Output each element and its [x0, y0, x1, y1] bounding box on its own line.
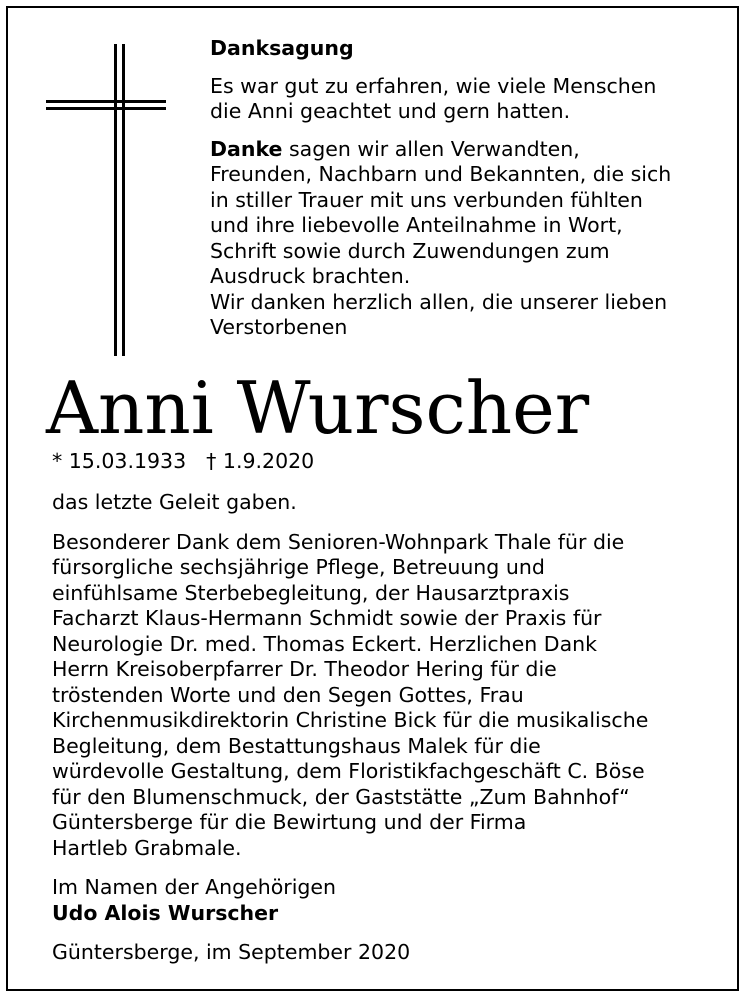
special-thanks-line: Herrn Kreisoberpfarrer Dr. Theodor Hering für die: [52, 657, 557, 681]
escort-line: das letzte Geleit gaben.: [52, 490, 297, 514]
thanks-line: Freunden, Nachbarn und Bekannten, die sich: [210, 162, 672, 186]
heading: Danksagung: [210, 36, 354, 60]
special-thanks-line: fürsorgliche sechsjährige Pflege, Betreuung und: [52, 555, 545, 579]
signature-block: [52, 875, 742, 926]
birth-date: * 15.03.1933: [52, 449, 187, 473]
thanks-line: Danke sagen wir allen Verwandten,: [210, 136, 580, 161]
intro-line: die Anni geachtet und gern hatten.: [210, 99, 571, 123]
obituary-frame: [6, 6, 739, 991]
life-dates: [52, 449, 314, 474]
special-thanks-line: Besonderer Dank dem Senioren-Wohnpark Thale für die: [52, 529, 625, 554]
thanks-bold: Danke: [210, 136, 283, 161]
special-thanks-line: würdevolle Gestaltung, dem Floristikfachgeschäft C. Böse: [52, 759, 645, 783]
thanks-line: in stiller Trauer mit uns verbunden fühlten: [210, 187, 643, 212]
thanks-line: und ihre liebevolle Anteilnahme in Wort,: [210, 213, 623, 237]
intro-paragraph: [210, 74, 740, 125]
special-thanks-line: für den Blumenschmuck, der Gaststätte „Zum Bahnhof“: [52, 784, 630, 809]
place-date: Güntersberge, im September 2020: [52, 940, 411, 964]
on-behalf-line: Im Namen der Angehörigen: [52, 875, 337, 899]
special-thanks-line: Neurologie Dr. med. Thomas Eckert. Herzlichen Dank: [52, 631, 597, 656]
special-thanks-line: Hartleb Grabmale.: [52, 835, 242, 860]
death-date: † 1.9.2020: [206, 449, 315, 473]
thanks-line: Verstorbenen: [210, 315, 348, 339]
cross-icon: [46, 44, 166, 356]
thanks-line: Schrift sowie durch Zuwendungen zum: [210, 238, 610, 263]
special-thanks-line: tröstenden Worte und den Segen Gottes, Frau: [52, 682, 524, 707]
special-thanks-line: Kirchenmusikdirektorin Christine Bick für die musikalische: [52, 708, 649, 732]
special-thanks-line: einfühlsame Sterbebegleitung, der Hausarztpraxis: [52, 580, 570, 605]
thanks-paragraph: [210, 137, 740, 341]
thanks-line: Ausdruck brachten.: [210, 264, 411, 288]
body-section: [52, 490, 742, 966]
intro-line: Es war gut zu erfahren, wie viele Menschen: [210, 73, 657, 98]
thanks-line: Wir danken herzlich allen, die unserer lieben: [210, 289, 668, 314]
special-thanks-line: Facharzt Klaus-Hermann Schmidt sowie der Praxis für: [52, 606, 602, 630]
special-thanks-paragraph: [52, 530, 742, 862]
signer-name: Udo Alois Wurscher: [52, 900, 279, 925]
deceased-name: Anni Wurscher: [46, 366, 590, 450]
special-thanks-line: Begleitung, dem Bestattungshaus Malek für die: [52, 733, 541, 758]
thanks-section: [210, 36, 740, 341]
special-thanks-line: Güntersberge für die Bewirtung und der Firma: [52, 810, 527, 834]
